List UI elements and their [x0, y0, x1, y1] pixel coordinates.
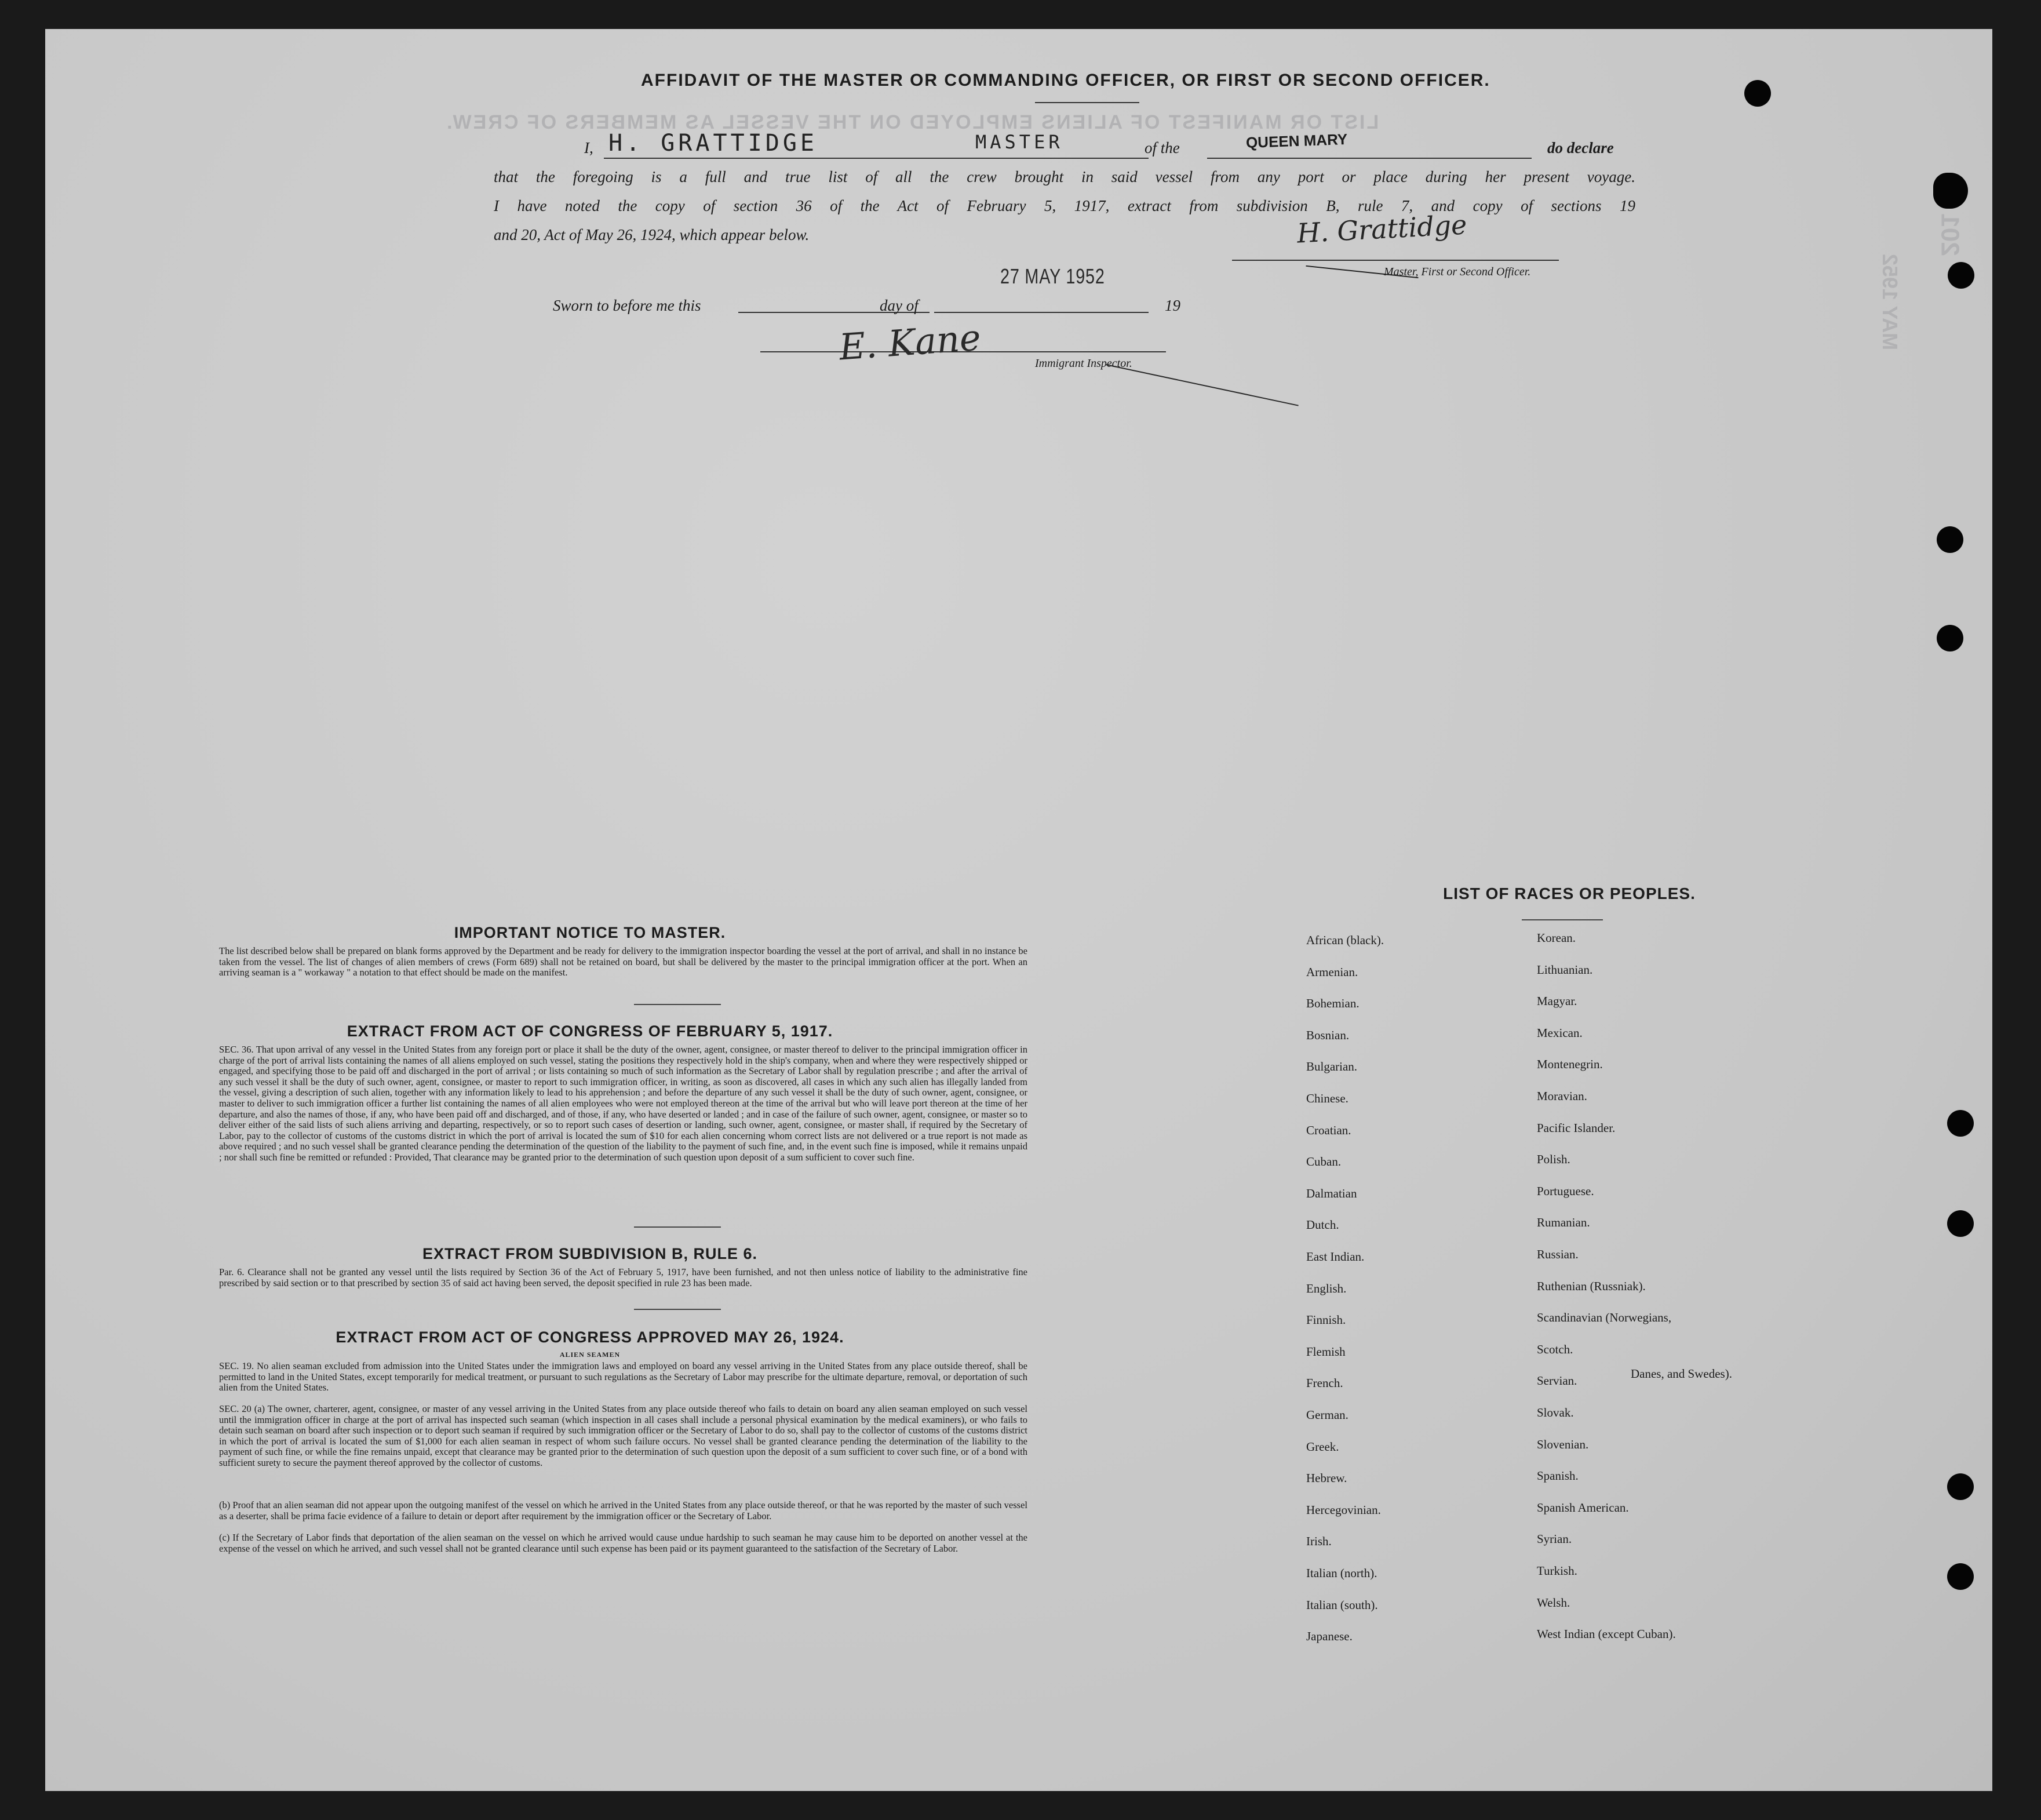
signature-flourish — [1106, 364, 1299, 406]
race-item: Magyar. — [1537, 994, 1577, 1009]
title-underline — [1035, 102, 1139, 103]
race-item: Lithuanian. — [1537, 962, 1593, 977]
officer-signature-line — [1232, 260, 1559, 261]
race-item: Servian. — [1537, 1374, 1577, 1388]
affidavit-title: AFFIDAVIT OF THE MASTER OR COMMANDING OFFICER, OR FIRST OR SECOND OFFICER. — [641, 71, 1490, 90]
race-item: Croatian. — [1306, 1123, 1351, 1137]
race-continuation: Danes, and Swedes). — [1631, 1367, 1732, 1381]
date-stamp: 27 MAY 1952 — [1000, 264, 1105, 288]
race-item: Flemish — [1306, 1344, 1346, 1359]
race-item: Ruthenian (Russniak). — [1537, 1279, 1646, 1293]
punch-hole — [1937, 625, 1963, 651]
bleed-through-number: 201 — [1936, 213, 1965, 256]
inspector-caption: Immigrant Inspector. — [1035, 357, 1132, 370]
document-page — [45, 29, 1992, 1791]
punch-hole — [1947, 1563, 1974, 1590]
sworn-month-line — [934, 312, 1149, 313]
affidavit-text-1: that the foregoing is a full and true list of all the crew brought in said vessel from any port or place during her present voyage. — [494, 168, 1635, 185]
bleed-through-date: MAY 1952 — [1878, 253, 1902, 351]
sworn-label: Sworn to before me this — [553, 297, 701, 314]
notice-title: IMPORTANT NOTICE TO MASTER. — [454, 924, 726, 941]
race-item: Portuguese. — [1537, 1184, 1594, 1198]
race-item: Slovak. — [1537, 1406, 1574, 1419]
race-item: African (black). — [1306, 933, 1384, 947]
sec-20c: (c) If the Secretary of Labor finds that deportation of the alien seaman on the vessel on which he arrived would cause undue hardship to such seaman he may cause him to be deported on another vessel at the expense of the vessel on which he arrived, and such vessel shall not be granted clearance until such expense has been paid or its payment guaranteed to the satisfaction of the Secretary of Labor. — [219, 1532, 1027, 1554]
race-item: Spanish American. — [1537, 1500, 1629, 1515]
race-item: Slovenian. — [1537, 1437, 1589, 1451]
alien-seamen-subtitle: ALIEN SEAMEN — [559, 1351, 621, 1359]
race-item: Scotch. — [1537, 1342, 1573, 1356]
races-title-underline — [1522, 919, 1603, 920]
race-item: Bosnian. — [1306, 1028, 1350, 1042]
sec-20a: SEC. 20 (a) The owner, charterer, agent, consignee, or master of any vessel arriving in the United States from any place outside thereof who fails to detain on board any alien seaman employed on such vessel until the immigration officer in charge at the port of arrival has inspected such seaman (which inspection in all cases shall include a personal physical examination by the medical examiners), or who fails to detain such seaman on board after such inspection or to deport such seaman if required by such immigration officer or the Secretary of Labor to do so, shall pay to the collector of customs of the customs district in which the port of arrival is located the sum of $1,000 for each alien seaman in respect of whom such failure occurs. No vessel shall be granted clearance pending the determination of the liability to the payment of such fine, or while the fine remains unpaid, except that clearance may be granted prior to the determination of such question upon the deposit of a sum sufficient to cover such fine, or of a bond with sufficient surety to secure the payment thereof approved by the collector of customs. — [219, 1403, 1027, 1468]
race-item: Dalmatian — [1306, 1186, 1357, 1200]
race-item: Pacific Islander. — [1537, 1120, 1616, 1135]
section-divider — [634, 1309, 721, 1310]
subdivision-b-title: EXTRACT FROM SUBDIVISION B, RULE 6. — [422, 1245, 758, 1262]
race-item: Welsh. — [1537, 1595, 1570, 1610]
bleed-through-header: LIST OR MANIFEST OF ALIENS EMPLOYED ON THE VESSEL AS MEMBERS OF CREW. — [445, 111, 1379, 133]
punch-hole — [1947, 1110, 1974, 1137]
race-item: Bulgarian. — [1306, 1060, 1358, 1074]
race-item: Irish. — [1306, 1534, 1332, 1549]
do-declare-label: do declare — [1547, 139, 1614, 156]
race-item: Russian. — [1537, 1247, 1579, 1261]
race-item: Armenian. — [1306, 964, 1358, 979]
of-the-label: of the — [1145, 139, 1180, 156]
punch-hole — [1937, 526, 1963, 553]
extract-1917-body: SEC. 36. That upon arrival of any vessel in the United States from any foreign port or place it shall be the duty of the owner, agent, consignee, or master thereof to deliver to the principal immigration officer in charge of the port of arrival lists containing the names of all aliens employed on such vessel, stating the positions they respectively hold in the ship's company, when and where they were respectively shipped or engaged, and specifying those to be paid off and discharged in the port of arrival ; or lists containing so much of such information as the Secretary of Labor shall by regulation prescribe ; and after the arrival of any such vessel it shall be the duty of such owner, agent, consignee, or master to report to such immigration officer, in writing, as soon as discovered, all cases in which any such alien has illegally landed from the vessel, giving a description of such alien, together with any information likely to lead to his apprehension ; and before the departure of any such vessel it shall be the duty of such owner, agent, consignee, or master to deliver to such immigration officer a further list containing the names of all alien employees who were not employed thereon at the time of the arrival but who will leave port thereon at the time of her departure, and also the names of those, if any, who have been paid off and discharged, and of those, if any, who have deserted or landed ; and in case of the failure of such owner, agent, consignee, or master so to deliver either of the said lists of such aliens arriving and departing, respectively, or so to report such cases of desertion or landing, such owner, agent, consignee, or master shall, if required by the Secretary of Labor, pay to the collector of customs of the customs district in which the port of arrival is located the sum of $10 for each alien concerning whom correct lists are not delivered or a true report is not made as above required ; and no such vessel shall be granted clearance pending the determination of the question of the liability to the payment of such fine, and, in the event such fine is imposed, while it remains unpaid ; nor shall such fine be remitted or refunded : Provided, That clearance may be granted prior to the determination of such question upon deposit of a sum sufficient to cover such fine. — [219, 1044, 1027, 1163]
handwritten-name: H. GRATTIDGE — [608, 130, 818, 156]
punch-hole-partial — [1933, 173, 1968, 209]
race-item: Cuban. — [1306, 1155, 1342, 1169]
officer-caption: Master, First or Second Officer. — [1384, 265, 1531, 278]
race-item: Scandinavian (Norwegians, — [1537, 1311, 1672, 1325]
race-item: Chinese. — [1306, 1091, 1348, 1105]
race-item: Greek. — [1306, 1439, 1339, 1454]
race-item: Moravian. — [1537, 1089, 1587, 1103]
race-item: Montenegrin. — [1537, 1057, 1603, 1072]
race-item: Dutch. — [1306, 1218, 1339, 1232]
race-item: East Indian. — [1306, 1250, 1365, 1264]
vessel-name-stamp: QUEEN MARY — [1245, 130, 1348, 152]
race-item: Italian (south). — [1306, 1597, 1378, 1612]
sec-20b: (b) Proof that an alien seaman did not appear upon the outgoing manifest of the vessel on which he arrived in the United States from any place outside thereof, or that he was reported by the master of such vessel as a deserter, shall be prima facie evidence of a failure to detain or deport after requirement by the immigration officer or the Secretary of Labor. — [219, 1499, 1027, 1521]
section-divider — [634, 1004, 721, 1005]
race-item: German. — [1306, 1408, 1348, 1422]
race-item: Bohemian. — [1306, 996, 1360, 1011]
punch-hole — [1948, 262, 1974, 289]
punch-hole — [1947, 1473, 1974, 1500]
race-item: Syrian. — [1537, 1532, 1572, 1546]
day-of-label: day of — [880, 297, 919, 314]
race-item: Polish. — [1537, 1152, 1570, 1167]
race-item: Hebrew. — [1306, 1471, 1347, 1486]
race-item: Mexican. — [1537, 1025, 1583, 1040]
section-divider — [634, 1226, 721, 1228]
extract-1917-title: EXTRACT FROM ACT OF CONGRESS OF FEBRUARY 5, 1917. — [347, 1022, 833, 1040]
race-item: Japanese. — [1306, 1629, 1353, 1644]
name-line — [604, 158, 1149, 159]
race-item: Rumanian. — [1537, 1215, 1590, 1230]
handwritten-rank: MASTER — [975, 131, 1063, 153]
extract-1924-title: EXTRACT FROM ACT OF CONGRESS APPROVED MAY 26, 1924. — [336, 1328, 844, 1346]
affidavit-text-2: I have noted the copy of section 36 of the Act of February 5, 1917, extract from subdivision B, rule 7, and copy of sections 19 — [494, 197, 1635, 214]
sec-19: SEC. 19. No alien seaman excluded from admission into the United States under the immigration laws and employed on board any vessel arriving in the United States from any place outside thereof, shall be permitted to land in the United States, except temporarily for medical treatment, or pursuant to such regulations as the Secretary of Labor may prescribe for the ultimate departure, removal, or deportation of such alien from the United States. — [219, 1360, 1027, 1393]
year-label: 19 — [1165, 297, 1180, 314]
inspector-signature: E. Kane — [837, 316, 982, 369]
punch-hole — [1744, 80, 1771, 107]
race-item: West Indian (except Cuban). — [1537, 1627, 1676, 1641]
notice-body: The list described below shall be prepared on blank forms approved by the Department and be ready for delivery to the immigration inspector boarding the vessel at the port of arrival, and shall in no instance be taken from the vessel. The list of changes of alien members of crews (Form 689) shall not be retained on board, but shall be delivered by the master to the principal immigration officer at the port. When an arriving seaman is a " workaway " a notation to that effect should be made on the manifest. — [219, 945, 1027, 978]
punch-hole — [1947, 1210, 1974, 1237]
i-label: I, — [584, 139, 593, 156]
affidavit-text-3: and 20, Act of May 26, 1924, which appear below. — [494, 226, 810, 243]
vessel-line — [1207, 158, 1532, 159]
race-item: Hercegovinian. — [1306, 1502, 1381, 1517]
race-item: Finnish. — [1306, 1313, 1346, 1327]
race-item: Turkish. — [1537, 1564, 1577, 1578]
master-signature: H. Grattidge — [1296, 209, 1468, 249]
race-item: English. — [1306, 1281, 1347, 1295]
race-item: Korean. — [1537, 931, 1576, 945]
races-title: LIST OF RACES OR PEOPLES. — [1443, 884, 1696, 902]
race-item: French. — [1306, 1376, 1343, 1391]
race-item: Italian (north). — [1306, 1566, 1377, 1580]
subdivision-b-body: Par. 6. Clearance shall not be granted any vessel until the lists required by Section 36 of the Act of February 5, 1917, have been furnished, and not then unless notice of liability to the administrative fine prescribed by said section or to that prescribed by section 35 of said act having been served, the deposit specified in rule 23 has been made. — [219, 1266, 1027, 1288]
race-item: Spanish. — [1537, 1469, 1579, 1483]
